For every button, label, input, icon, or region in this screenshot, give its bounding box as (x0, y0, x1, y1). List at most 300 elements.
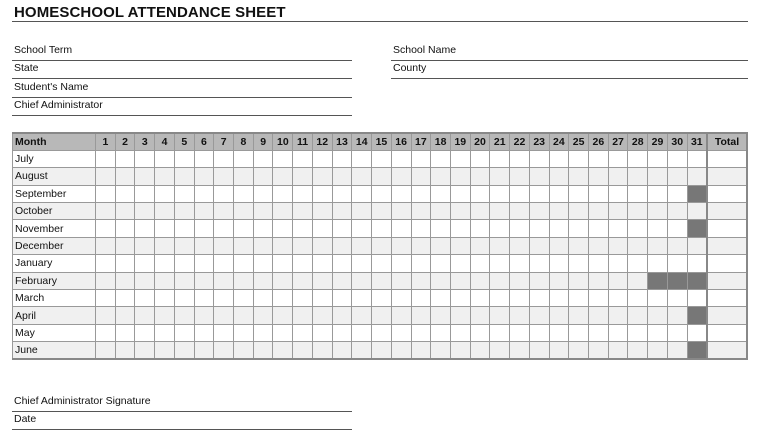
attendance-cell[interactable] (372, 307, 392, 324)
attendance-cell[interactable] (194, 342, 214, 359)
total-cell[interactable] (707, 342, 747, 359)
attendance-cell[interactable] (411, 307, 431, 324)
attendance-cell[interactable] (312, 272, 332, 289)
attendance-cell[interactable] (332, 220, 352, 237)
attendance-cell[interactable] (569, 220, 589, 237)
attendance-cell[interactable] (214, 342, 234, 359)
attendance-cell[interactable] (411, 150, 431, 167)
attendance-cell[interactable] (115, 342, 135, 359)
attendance-cell[interactable] (372, 272, 392, 289)
attendance-cell[interactable] (529, 290, 549, 307)
attendance-cell[interactable] (588, 168, 608, 185)
attendance-cell[interactable] (253, 290, 273, 307)
attendance-cell[interactable] (569, 203, 589, 220)
attendance-cell[interactable] (352, 168, 372, 185)
attendance-cell[interactable] (352, 307, 372, 324)
attendance-cell[interactable] (293, 307, 313, 324)
attendance-cell[interactable] (529, 168, 549, 185)
attendance-cell[interactable] (174, 168, 194, 185)
attendance-cell[interactable] (687, 237, 707, 254)
attendance-cell[interactable] (667, 342, 687, 359)
attendance-cell[interactable] (135, 237, 155, 254)
attendance-cell[interactable] (608, 307, 628, 324)
attendance-cell[interactable] (569, 342, 589, 359)
attendance-cell[interactable] (549, 272, 569, 289)
attendance-cell[interactable] (234, 237, 254, 254)
attendance-cell[interactable] (549, 255, 569, 272)
attendance-cell[interactable] (234, 324, 254, 341)
attendance-cell[interactable] (667, 290, 687, 307)
attendance-cell[interactable] (608, 324, 628, 341)
attendance-cell[interactable] (588, 185, 608, 202)
attendance-cell[interactable] (470, 237, 490, 254)
attendance-cell[interactable] (293, 203, 313, 220)
attendance-cell[interactable] (115, 220, 135, 237)
attendance-cell[interactable] (588, 237, 608, 254)
attendance-cell[interactable] (667, 203, 687, 220)
attendance-cell[interactable] (96, 255, 116, 272)
attendance-cell[interactable] (510, 272, 530, 289)
attendance-cell[interactable] (529, 272, 549, 289)
attendance-cell[interactable] (214, 168, 234, 185)
attendance-cell[interactable] (155, 290, 175, 307)
attendance-cell[interactable] (352, 220, 372, 237)
attendance-cell[interactable] (253, 307, 273, 324)
attendance-cell[interactable] (293, 290, 313, 307)
attendance-cell[interactable] (293, 185, 313, 202)
attendance-cell[interactable] (352, 255, 372, 272)
attendance-cell[interactable] (608, 237, 628, 254)
attendance-cell[interactable] (510, 342, 530, 359)
attendance-cell[interactable] (529, 203, 549, 220)
attendance-cell[interactable] (96, 290, 116, 307)
attendance-cell[interactable] (687, 290, 707, 307)
attendance-cell[interactable] (214, 237, 234, 254)
attendance-cell[interactable] (391, 185, 411, 202)
attendance-cell[interactable] (312, 237, 332, 254)
attendance-cell[interactable] (155, 272, 175, 289)
attendance-cell[interactable] (293, 342, 313, 359)
attendance-cell[interactable] (115, 255, 135, 272)
attendance-cell[interactable] (588, 290, 608, 307)
attendance-cell[interactable] (234, 220, 254, 237)
attendance-cell[interactable] (431, 307, 451, 324)
attendance-cell[interactable] (253, 203, 273, 220)
attendance-cell[interactable] (293, 220, 313, 237)
attendance-cell[interactable] (194, 324, 214, 341)
attendance-cell[interactable] (312, 203, 332, 220)
attendance-cell[interactable] (431, 342, 451, 359)
attendance-cell[interactable] (214, 203, 234, 220)
attendance-cell[interactable] (214, 150, 234, 167)
attendance-cell[interactable] (96, 307, 116, 324)
attendance-cell[interactable] (253, 185, 273, 202)
attendance-cell[interactable] (352, 324, 372, 341)
attendance-cell[interactable] (155, 150, 175, 167)
attendance-cell[interactable] (155, 168, 175, 185)
attendance-cell[interactable] (96, 324, 116, 341)
attendance-cell[interactable] (352, 272, 372, 289)
attendance-cell[interactable] (470, 324, 490, 341)
attendance-cell[interactable] (372, 168, 392, 185)
attendance-cell[interactable] (431, 168, 451, 185)
attendance-cell[interactable] (450, 220, 470, 237)
total-cell[interactable] (707, 237, 747, 254)
attendance-cell[interactable] (470, 203, 490, 220)
attendance-cell[interactable] (253, 168, 273, 185)
attendance-cell[interactable] (174, 342, 194, 359)
attendance-cell[interactable] (470, 290, 490, 307)
attendance-cell[interactable] (293, 324, 313, 341)
attendance-cell[interactable] (628, 150, 648, 167)
attendance-cell[interactable] (293, 237, 313, 254)
attendance-cell[interactable] (490, 342, 510, 359)
attendance-cell[interactable] (470, 342, 490, 359)
attendance-cell[interactable] (628, 307, 648, 324)
attendance-cell[interactable] (569, 237, 589, 254)
attendance-cell[interactable] (667, 150, 687, 167)
attendance-cell[interactable] (648, 342, 668, 359)
attendance-cell[interactable] (155, 307, 175, 324)
attendance-cell[interactable] (372, 150, 392, 167)
attendance-cell[interactable] (174, 272, 194, 289)
attendance-cell[interactable] (155, 255, 175, 272)
attendance-cell[interactable] (470, 272, 490, 289)
attendance-cell[interactable] (194, 307, 214, 324)
attendance-cell[interactable] (588, 324, 608, 341)
attendance-cell[interactable] (529, 255, 549, 272)
total-cell[interactable] (707, 324, 747, 341)
attendance-cell[interactable] (96, 185, 116, 202)
attendance-cell[interactable] (588, 220, 608, 237)
attendance-cell[interactable] (431, 203, 451, 220)
attendance-cell[interactable] (490, 272, 510, 289)
attendance-cell[interactable] (174, 307, 194, 324)
attendance-cell[interactable] (569, 255, 589, 272)
attendance-cell[interactable] (608, 220, 628, 237)
attendance-cell[interactable] (628, 168, 648, 185)
attendance-cell[interactable] (431, 185, 451, 202)
attendance-cell[interactable] (293, 168, 313, 185)
attendance-cell[interactable] (372, 324, 392, 341)
attendance-cell[interactable] (549, 307, 569, 324)
attendance-cell[interactable] (214, 272, 234, 289)
attendance-cell[interactable] (529, 150, 549, 167)
attendance-cell[interactable] (194, 290, 214, 307)
attendance-cell[interactable] (628, 237, 648, 254)
attendance-cell[interactable] (431, 272, 451, 289)
attendance-cell[interactable] (135, 168, 155, 185)
attendance-cell[interactable] (608, 290, 628, 307)
attendance-cell[interactable] (135, 307, 155, 324)
attendance-cell[interactable] (450, 342, 470, 359)
attendance-cell[interactable] (332, 168, 352, 185)
attendance-cell[interactable] (549, 237, 569, 254)
attendance-cell[interactable] (450, 324, 470, 341)
attendance-cell[interactable] (293, 255, 313, 272)
attendance-cell[interactable] (569, 185, 589, 202)
attendance-cell[interactable] (470, 307, 490, 324)
attendance-cell[interactable] (312, 220, 332, 237)
attendance-cell[interactable] (312, 150, 332, 167)
attendance-cell[interactable] (667, 237, 687, 254)
attendance-cell[interactable] (214, 185, 234, 202)
attendance-cell[interactable] (293, 272, 313, 289)
attendance-cell[interactable] (96, 220, 116, 237)
attendance-cell[interactable] (391, 290, 411, 307)
attendance-cell[interactable] (608, 203, 628, 220)
attendance-cell[interactable] (253, 342, 273, 359)
attendance-cell[interactable] (332, 150, 352, 167)
attendance-cell[interactable] (372, 185, 392, 202)
attendance-cell[interactable] (115, 185, 135, 202)
attendance-cell[interactable] (450, 290, 470, 307)
attendance-cell[interactable] (470, 168, 490, 185)
attendance-cell[interactable] (470, 220, 490, 237)
attendance-cell[interactable] (648, 255, 668, 272)
attendance-cell[interactable] (470, 255, 490, 272)
attendance-cell[interactable] (608, 272, 628, 289)
attendance-cell[interactable] (155, 203, 175, 220)
attendance-cell[interactable] (135, 185, 155, 202)
attendance-cell[interactable] (115, 168, 135, 185)
attendance-cell[interactable] (214, 324, 234, 341)
attendance-cell[interactable] (96, 237, 116, 254)
state-field[interactable]: State (12, 61, 352, 79)
attendance-cell[interactable] (391, 150, 411, 167)
attendance-cell[interactable] (273, 168, 293, 185)
attendance-cell[interactable] (96, 150, 116, 167)
attendance-cell[interactable] (549, 342, 569, 359)
attendance-cell[interactable] (569, 307, 589, 324)
attendance-cell[interactable] (490, 307, 510, 324)
attendance-cell[interactable] (273, 185, 293, 202)
attendance-cell[interactable] (588, 342, 608, 359)
attendance-cell[interactable] (391, 272, 411, 289)
attendance-cell[interactable] (115, 203, 135, 220)
attendance-cell[interactable] (352, 290, 372, 307)
attendance-cell[interactable] (628, 185, 648, 202)
attendance-cell[interactable] (431, 290, 451, 307)
total-cell[interactable] (707, 203, 747, 220)
attendance-cell[interactable] (569, 324, 589, 341)
attendance-cell[interactable] (312, 168, 332, 185)
attendance-cell[interactable] (312, 290, 332, 307)
attendance-cell[interactable] (372, 237, 392, 254)
attendance-cell[interactable] (234, 272, 254, 289)
attendance-cell[interactable] (569, 168, 589, 185)
attendance-cell[interactable] (529, 342, 549, 359)
attendance-cell[interactable] (510, 324, 530, 341)
chief-administrator-field[interactable]: Chief Administrator (12, 98, 352, 116)
attendance-cell[interactable] (135, 203, 155, 220)
attendance-cell[interactable] (273, 324, 293, 341)
attendance-cell[interactable] (372, 203, 392, 220)
attendance-cell[interactable] (96, 168, 116, 185)
attendance-cell[interactable] (332, 307, 352, 324)
attendance-cell[interactable] (155, 220, 175, 237)
attendance-cell[interactable] (529, 220, 549, 237)
attendance-cell[interactable] (470, 150, 490, 167)
attendance-cell[interactable] (588, 307, 608, 324)
signature-field[interactable]: Chief Administrator Signature (12, 394, 352, 412)
attendance-cell[interactable] (628, 255, 648, 272)
date-field[interactable]: Date (12, 412, 352, 430)
attendance-cell[interactable] (648, 237, 668, 254)
attendance-cell[interactable] (135, 272, 155, 289)
attendance-cell[interactable] (332, 342, 352, 359)
attendance-cell[interactable] (312, 185, 332, 202)
attendance-cell[interactable] (115, 150, 135, 167)
attendance-cell[interactable] (352, 203, 372, 220)
attendance-cell[interactable] (510, 185, 530, 202)
attendance-cell[interactable] (332, 255, 352, 272)
attendance-cell[interactable] (273, 255, 293, 272)
attendance-cell[interactable] (431, 324, 451, 341)
attendance-cell[interactable] (234, 185, 254, 202)
attendance-cell[interactable] (529, 237, 549, 254)
attendance-cell[interactable] (194, 185, 214, 202)
attendance-cell[interactable] (115, 272, 135, 289)
attendance-cell[interactable] (391, 307, 411, 324)
attendance-cell[interactable] (234, 307, 254, 324)
attendance-cell[interactable] (174, 185, 194, 202)
attendance-cell[interactable] (273, 220, 293, 237)
attendance-cell[interactable] (549, 168, 569, 185)
attendance-cell[interactable] (194, 203, 214, 220)
attendance-cell[interactable] (214, 255, 234, 272)
attendance-cell[interactable] (174, 150, 194, 167)
attendance-cell[interactable] (391, 255, 411, 272)
attendance-cell[interactable] (667, 324, 687, 341)
attendance-cell[interactable] (628, 220, 648, 237)
attendance-cell[interactable] (431, 237, 451, 254)
attendance-cell[interactable] (411, 324, 431, 341)
attendance-cell[interactable] (372, 255, 392, 272)
attendance-cell[interactable] (174, 255, 194, 272)
attendance-cell[interactable] (293, 150, 313, 167)
attendance-cell[interactable] (391, 237, 411, 254)
attendance-cell[interactable] (490, 168, 510, 185)
attendance-cell[interactable] (155, 237, 175, 254)
attendance-cell[interactable] (391, 220, 411, 237)
attendance-cell[interactable] (549, 290, 569, 307)
attendance-cell[interactable] (411, 342, 431, 359)
attendance-cell[interactable] (608, 185, 628, 202)
attendance-cell[interactable] (648, 150, 668, 167)
attendance-cell[interactable] (115, 237, 135, 254)
attendance-cell[interactable] (214, 290, 234, 307)
attendance-cell[interactable] (194, 237, 214, 254)
attendance-cell[interactable] (234, 342, 254, 359)
attendance-cell[interactable] (608, 342, 628, 359)
attendance-cell[interactable] (529, 185, 549, 202)
attendance-cell[interactable] (253, 324, 273, 341)
attendance-cell[interactable] (608, 150, 628, 167)
attendance-cell[interactable] (234, 168, 254, 185)
attendance-cell[interactable] (628, 342, 648, 359)
attendance-cell[interactable] (450, 272, 470, 289)
attendance-cell[interactable] (214, 307, 234, 324)
attendance-cell[interactable] (194, 150, 214, 167)
attendance-cell[interactable] (529, 324, 549, 341)
attendance-cell[interactable] (411, 290, 431, 307)
attendance-cell[interactable] (115, 307, 135, 324)
attendance-cell[interactable] (549, 150, 569, 167)
attendance-cell[interactable] (411, 272, 431, 289)
attendance-cell[interactable] (253, 255, 273, 272)
attendance-cell[interactable] (628, 324, 648, 341)
attendance-cell[interactable] (648, 307, 668, 324)
total-cell[interactable] (707, 290, 747, 307)
attendance-cell[interactable] (510, 307, 530, 324)
attendance-cell[interactable] (510, 150, 530, 167)
attendance-cell[interactable] (312, 255, 332, 272)
attendance-cell[interactable] (490, 290, 510, 307)
attendance-cell[interactable] (687, 324, 707, 341)
attendance-cell[interactable] (450, 255, 470, 272)
total-cell[interactable] (707, 150, 747, 167)
attendance-cell[interactable] (667, 168, 687, 185)
attendance-cell[interactable] (648, 220, 668, 237)
attendance-cell[interactable] (253, 150, 273, 167)
attendance-cell[interactable] (332, 203, 352, 220)
attendance-cell[interactable] (273, 237, 293, 254)
attendance-cell[interactable] (332, 290, 352, 307)
attendance-cell[interactable] (687, 255, 707, 272)
attendance-cell[interactable] (332, 272, 352, 289)
total-cell[interactable] (707, 307, 747, 324)
attendance-cell[interactable] (352, 237, 372, 254)
attendance-cell[interactable] (490, 255, 510, 272)
total-cell[interactable] (707, 272, 747, 289)
attendance-cell[interactable] (490, 185, 510, 202)
attendance-cell[interactable] (667, 255, 687, 272)
attendance-cell[interactable] (510, 255, 530, 272)
attendance-cell[interactable] (687, 203, 707, 220)
attendance-cell[interactable] (214, 220, 234, 237)
attendance-cell[interactable] (510, 290, 530, 307)
attendance-cell[interactable] (510, 203, 530, 220)
attendance-cell[interactable] (174, 203, 194, 220)
attendance-cell[interactable] (194, 168, 214, 185)
attendance-cell[interactable] (450, 307, 470, 324)
attendance-cell[interactable] (312, 324, 332, 341)
attendance-cell[interactable] (96, 272, 116, 289)
attendance-cell[interactable] (411, 220, 431, 237)
attendance-cell[interactable] (510, 168, 530, 185)
attendance-cell[interactable] (352, 150, 372, 167)
attendance-cell[interactable] (588, 203, 608, 220)
attendance-cell[interactable] (431, 220, 451, 237)
attendance-cell[interactable] (391, 168, 411, 185)
attendance-cell[interactable] (588, 272, 608, 289)
attendance-cell[interactable] (332, 185, 352, 202)
total-cell[interactable] (707, 255, 747, 272)
attendance-cell[interactable] (628, 272, 648, 289)
attendance-cell[interactable] (411, 237, 431, 254)
attendance-cell[interactable] (628, 203, 648, 220)
attendance-cell[interactable] (628, 290, 648, 307)
attendance-cell[interactable] (667, 307, 687, 324)
attendance-cell[interactable] (391, 324, 411, 341)
attendance-cell[interactable] (332, 237, 352, 254)
attendance-cell[interactable] (155, 342, 175, 359)
attendance-cell[interactable] (648, 290, 668, 307)
attendance-cell[interactable] (549, 220, 569, 237)
attendance-cell[interactable] (352, 185, 372, 202)
attendance-cell[interactable] (470, 185, 490, 202)
